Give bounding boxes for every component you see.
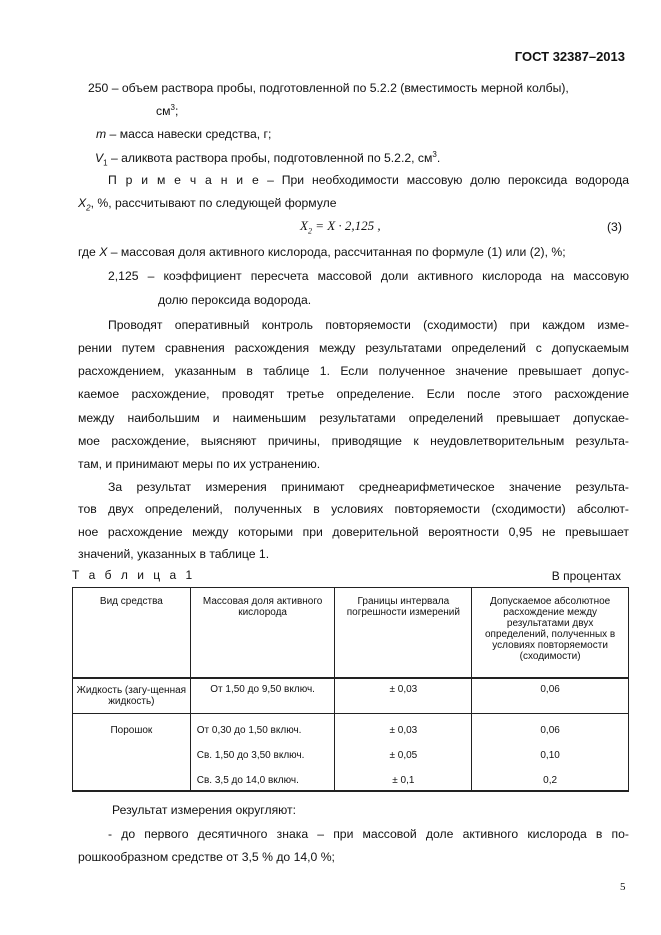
table-cell-error: ± 0,05 (335, 739, 472, 764)
table-header-cell: Массовая доля активного кислорода (190, 588, 335, 678)
rounding-intro: Результат измерения округляют: (112, 803, 297, 817)
rounding-item-1-line-1: - до первого десятичного знака – при массовой доле активного кислорода в по- (108, 827, 629, 841)
table-header-cell: Вид средства (73, 588, 191, 678)
definition-250-line1: 250 – объем раствора пробы, подготовленной по 5.2.2 (вместимость мерной колбы), (88, 81, 569, 95)
page-number: 5 (620, 881, 626, 893)
table-row (73, 764, 629, 791)
definition-250-unit: $см^3$; (156, 102, 179, 118)
table-cell-kind (73, 764, 191, 791)
table-cell-range: От 1,50 до 9,50 включ. (190, 678, 335, 714)
table-cell-error: ± 0,03 (335, 714, 472, 739)
table-row (73, 739, 629, 764)
where-x: где X – массовая доля активного кислорода, рассчитанная по формуле (1) или (2), %; (78, 245, 566, 259)
table-cell-range: Св. 3,5 до 14,0 включ. (190, 764, 335, 791)
table-cell-diff: 0,06 (472, 714, 629, 739)
table-cell-diff: 0,10 (472, 739, 629, 764)
paragraph-1-line: мое расхождение, выясняют причины, приводящие к неудовлетворительным результа- (78, 434, 629, 448)
table-1 (72, 587, 629, 792)
paragraph-1-line: расхождением, указанным в таблице 1. Если полученное значение превышает допус- (78, 364, 629, 378)
table-cell-kind (73, 739, 191, 764)
formula-3: $X_2 = X \cdot 2,125$ , (300, 218, 381, 236)
table-cell-error: ± 0,1 (335, 764, 472, 791)
paragraph-2-line: тов двух определений, полученных в условиях повторяемости (сходимости) абсолют- (78, 502, 629, 516)
table-title: Т а б л и ц а 1 (72, 568, 196, 582)
standard-header: ГОСТ 32387–2013 (514, 49, 625, 64)
note-line-1: П р и м е ч а н и е – При необходимости массовую долю пероксида водорода (108, 173, 630, 187)
table-header-cell: Допускаемое абсолютное расхождение между результатами двух определений, полученных в условиях повторяемости (сходимости) (472, 588, 629, 678)
coefficient-line-1: 2,125 – коэффициент пересчета массовой доли активного кислорода на массовую (108, 269, 629, 283)
paragraph-1-line: между наибольшим и наименьшим результатами определений превышает допускае- (78, 411, 629, 425)
formula-number: (3) (607, 220, 622, 234)
table-row (73, 714, 629, 739)
paragraph-1-line: там, и принимают меры по их устранению. (78, 457, 321, 471)
paragraph-1-line: рении путем сравнения расхождения между результатами определений с допускаемым (78, 341, 629, 355)
definition-v1: $V_1$ – аликвота раствора пробы, подготовленной по 5.2.2, $см^3$. (95, 149, 441, 168)
table-row (73, 678, 629, 714)
coefficient-line-2: долю пероксида водорода. (158, 293, 312, 307)
table-header-cell: Границы интервала погрешности измерений (335, 588, 472, 678)
table-cell-diff: 0,06 (472, 678, 629, 714)
note-line-2: $X_2$, %, рассчитывают по следующей формуле (78, 196, 337, 213)
table-cell-kind: Жидкость (загу-щенная жидкость) (73, 678, 191, 714)
rounding-item-1-line-2: рошкообразном средстве от 3,5 % до 14,0 %; (78, 850, 335, 864)
definition-m: m – масса навески средства, г; (96, 127, 272, 141)
table-cell-diff: 0,2 (472, 764, 629, 791)
paragraph-1-line: Проводят оперативный контроль повторяемости (сходимости) при каждом изме- (108, 318, 629, 332)
paragraph-1-line: каемое расхождение, проводят третье определение. Если после этого расхождение (78, 387, 629, 401)
table-cell-range: От 0,30 до 1,50 включ. (190, 714, 335, 739)
paragraph-2-line: За результат измерения принимают среднеарифметическое значение результа- (108, 480, 629, 494)
paragraph-2-line: значений, указанных в таблице 1. (78, 547, 270, 561)
table-unit: В процентах (551, 569, 621, 583)
table-cell-range: Св. 1,50 до 3,50 включ. (190, 739, 335, 764)
table-cell-error: ± 0,03 (335, 678, 472, 714)
table-cell-kind: Порошок (73, 714, 191, 739)
table-header-row (73, 588, 629, 678)
paragraph-2-line: ное расхождение между которыми при доверительной вероятности 0,95 не превышает (78, 525, 629, 539)
